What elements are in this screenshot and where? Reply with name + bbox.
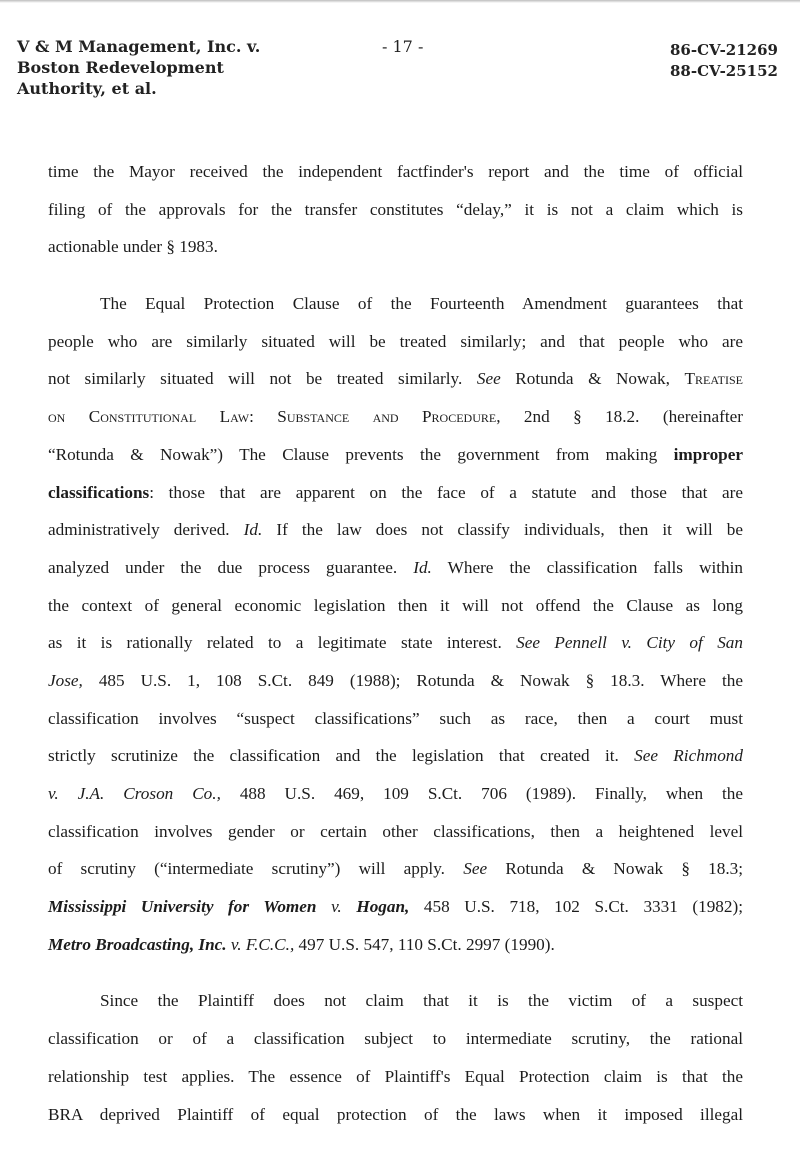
paragraph-rational-relationship — [48, 982, 743, 1133]
text-line: time the Mayor received the independent factfinder's report and the time of official — [48, 162, 743, 181]
page-header — [0, 0, 800, 110]
text-line: actionable under § 1983. — [48, 237, 218, 257]
text-line: on Constitutional Law: Substance and Procedure, 2nd § 18.2. (hereinafter — [48, 407, 743, 427]
caption-line: Boston Redevelopment — [17, 58, 224, 77]
text-line: classification or of a classification subject to intermediate scrutiny, the rational — [48, 1029, 743, 1049]
text-line: as it is rationally related to a legitimate state interest. See Pennell v. City of San — [48, 633, 743, 653]
document-body — [48, 153, 743, 1133]
text-line: classification involves gender or certain other classifications, then a heightened level — [48, 821, 743, 841]
page-number: - 17 - — [382, 37, 424, 56]
text-line: of scrutiny (“intermediate scrutiny”) will apply. See Rotunda & Nowak § 18.3; — [48, 859, 744, 879]
text-line: Jose, 485 U.S. 1, 108 S.Ct. 849 (1988); Rotunda & Nowak § 18.3. Where the — [48, 670, 743, 690]
text-line: administratively derived. Id. If the law does not classify individuals, then it will be — [48, 520, 743, 540]
text-line: The Equal Protection Clause of the Fourteenth Amendment guarantees that — [100, 294, 743, 314]
text-line: v. J.A. Croson Co., 488 U.S. 469, 109 S.Ct. 706 (1989). Finally, when the — [48, 784, 743, 803]
text-line: the context of general economic legislation then it will not offend the Clause as long — [48, 595, 743, 615]
text-line: Since the Plaintiff does not claim that it is the victim of a suspect — [100, 991, 743, 1011]
text-line: analyzed under the due process guarantee. Id. Where the classification falls within — [48, 557, 743, 577]
text-line: classification involves “suspect classifications” such as race, then a court must — [48, 708, 743, 728]
text-line: BRA deprived Plaintiff of equal protection of the laws when it imposed illegal — [48, 1104, 743, 1124]
caption-line: V & M Management, Inc. v. — [17, 37, 261, 56]
paragraph-continuation — [48, 153, 743, 266]
paragraph-equal-protection — [48, 285, 743, 963]
text-line: not similarly situated will not be treated similarly. See Rotunda & Nowak, Treatise — [48, 369, 743, 389]
text-line: people who are similarly situated will be treated similarly; and that people who are — [48, 331, 743, 351]
text-line: relationship test applies. The essence of Plaintiff's Equal Protection claim is that the — [48, 1066, 743, 1086]
caption-line: Authority, et al. — [17, 79, 157, 98]
docket-number: 88-CV-25152 — [670, 62, 778, 80]
docket-numbers — [670, 40, 778, 82]
text-line: classifications: those that are apparent on the face of a statute and those that are — [48, 482, 743, 502]
text-line: Metro Broadcasting, Inc. v. F.C.C., 497 U.S. 547, 110 S.Ct. 2997 (1990). — [48, 934, 555, 954]
text-line: Mississippi University for Women v. Hogan, 458 U.S. 718, 102 S.Ct. 3331 (1982); — [48, 897, 743, 917]
docket-number: 86-CV-21269 — [670, 41, 778, 59]
text-line: filing of the approvals for the transfer constitutes “delay,” it is not a claim which is — [48, 199, 743, 219]
case-caption — [17, 36, 260, 99]
text-line: strictly scrutinize the classification and the legislation that created it. See Richmond — [48, 746, 743, 766]
text-line: “Rotunda & Nowak”) The Clause prevents the government from making improper — [48, 444, 743, 464]
